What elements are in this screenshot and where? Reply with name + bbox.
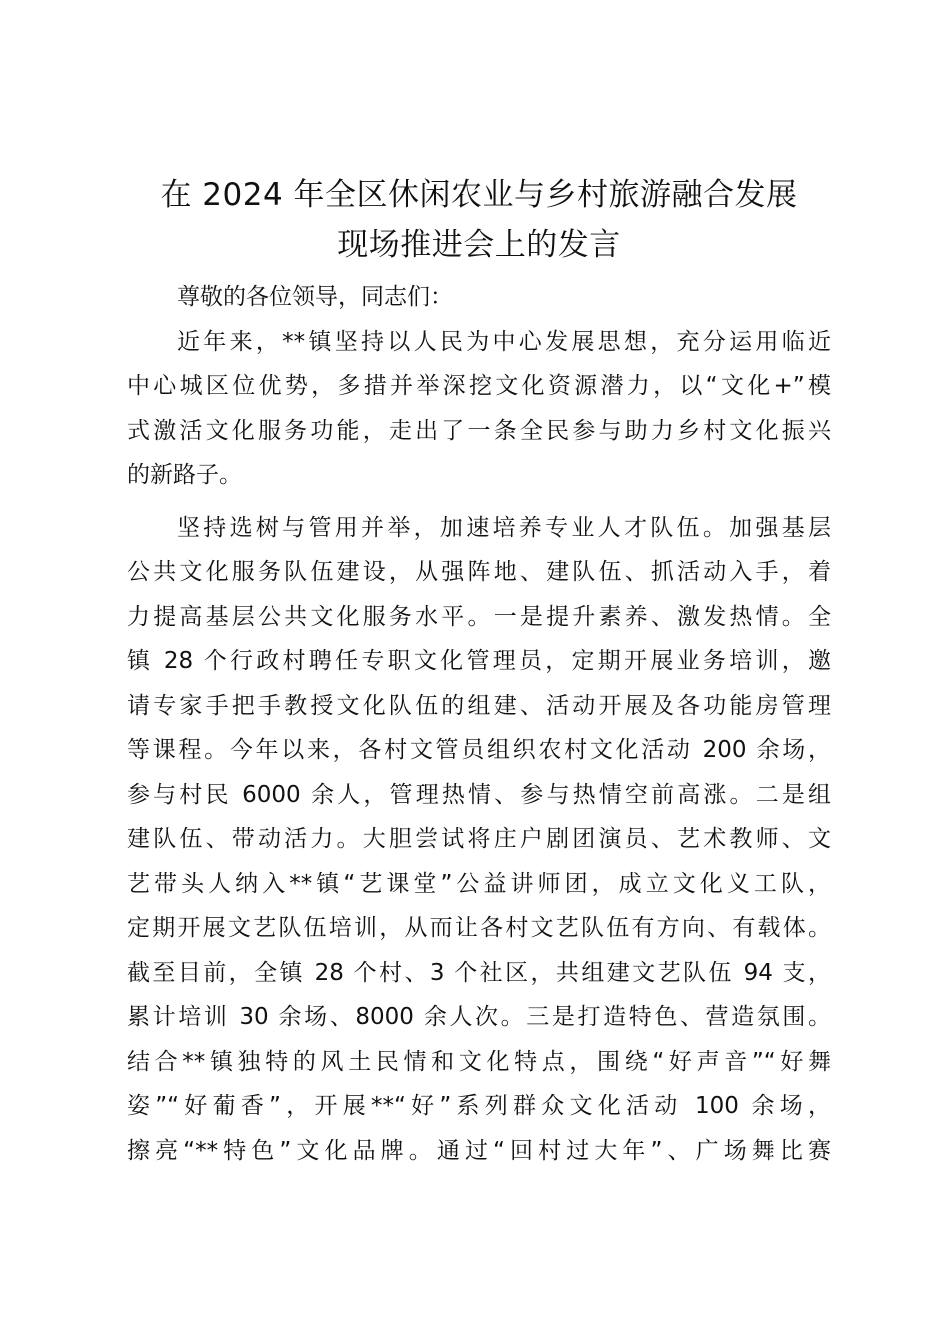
paragraph-line: 式激活文化服务功能，走出了一条全民参与助力乡村文化振兴 [127,417,831,444]
paragraph-line: 等课程。今年以来，各村文管员组织农村文化活动 200 余场， [127,737,831,763]
paragraph-line: 坚持选树与管用并举，加速培养专业人才队伍。加强基层 [177,514,831,541]
paragraph-line: 累计培训 30 余场、8000 余人次。三是打造特色、营造氛围。 [127,1004,831,1030]
title-line-2: 现场推进会上的发言 [337,227,621,263]
paragraph-line: 的新路子。 [127,462,242,488]
document-title [127,170,831,270]
greeting: 尊敬的各位领导，同志们： [177,284,453,310]
title-line-1: 在 2024 年全区休闲农业与乡村旅游融合发展 [160,177,798,213]
paragraph-talent [127,506,831,1174]
paragraph-line: 公共文化服务队伍建设，从强阵地、建队伍、抓活动入手，着 [127,559,831,585]
paragraph-line: 定期开展文艺队伍培训，从而让各村文艺队伍有方向、有载体。 [127,915,831,941]
paragraph-line: 参与村民 6000 余人，管理热情、参与热情空前高涨。二是组 [127,781,831,808]
paragraph-line: 中心城区位优势，多措并举深挖文化资源潜力，以“文化+”模 [127,373,831,399]
document-page [127,170,831,1173]
paragraph-line: 力提高基层公共文化服务水平。一是提升素养、激发热情。全 [127,603,831,630]
paragraph-line: 镇 28 个行政村聘任专职文化管理员，定期开展业务培训，邀 [127,648,831,674]
paragraph-intro [127,320,831,498]
paragraph-line: 近年来，**镇坚持以人民为中心发展思想，充分运用临近 [177,328,831,355]
paragraph-line: 擦亮“**特色”文化品牌。通过“回村过大年”、广场舞比赛 [127,1137,831,1164]
paragraph-line: 姿”“好葡香”，开展**“好”系列群众文化活动 100 余场， [127,1093,831,1119]
paragraph-line: 艺带头人纳入**镇“艺课堂”公益讲师团，成立文化义工队， [127,870,831,897]
paragraph-line: 截至目前，全镇 28 个村、3 个社区，共组建文艺队伍 94 支， [127,959,831,986]
paragraph-line: 建队伍、带动活力。大胆尝试将庄户剧团演员、艺术教师、文 [127,826,831,852]
paragraph-line: 请专家手把手教授文化队伍的组建、活动开展及各功能房管理 [127,692,831,719]
paragraph-line: 结合**镇独特的风土民情和文化特点，围绕“好声音”“好舞 [127,1048,831,1075]
